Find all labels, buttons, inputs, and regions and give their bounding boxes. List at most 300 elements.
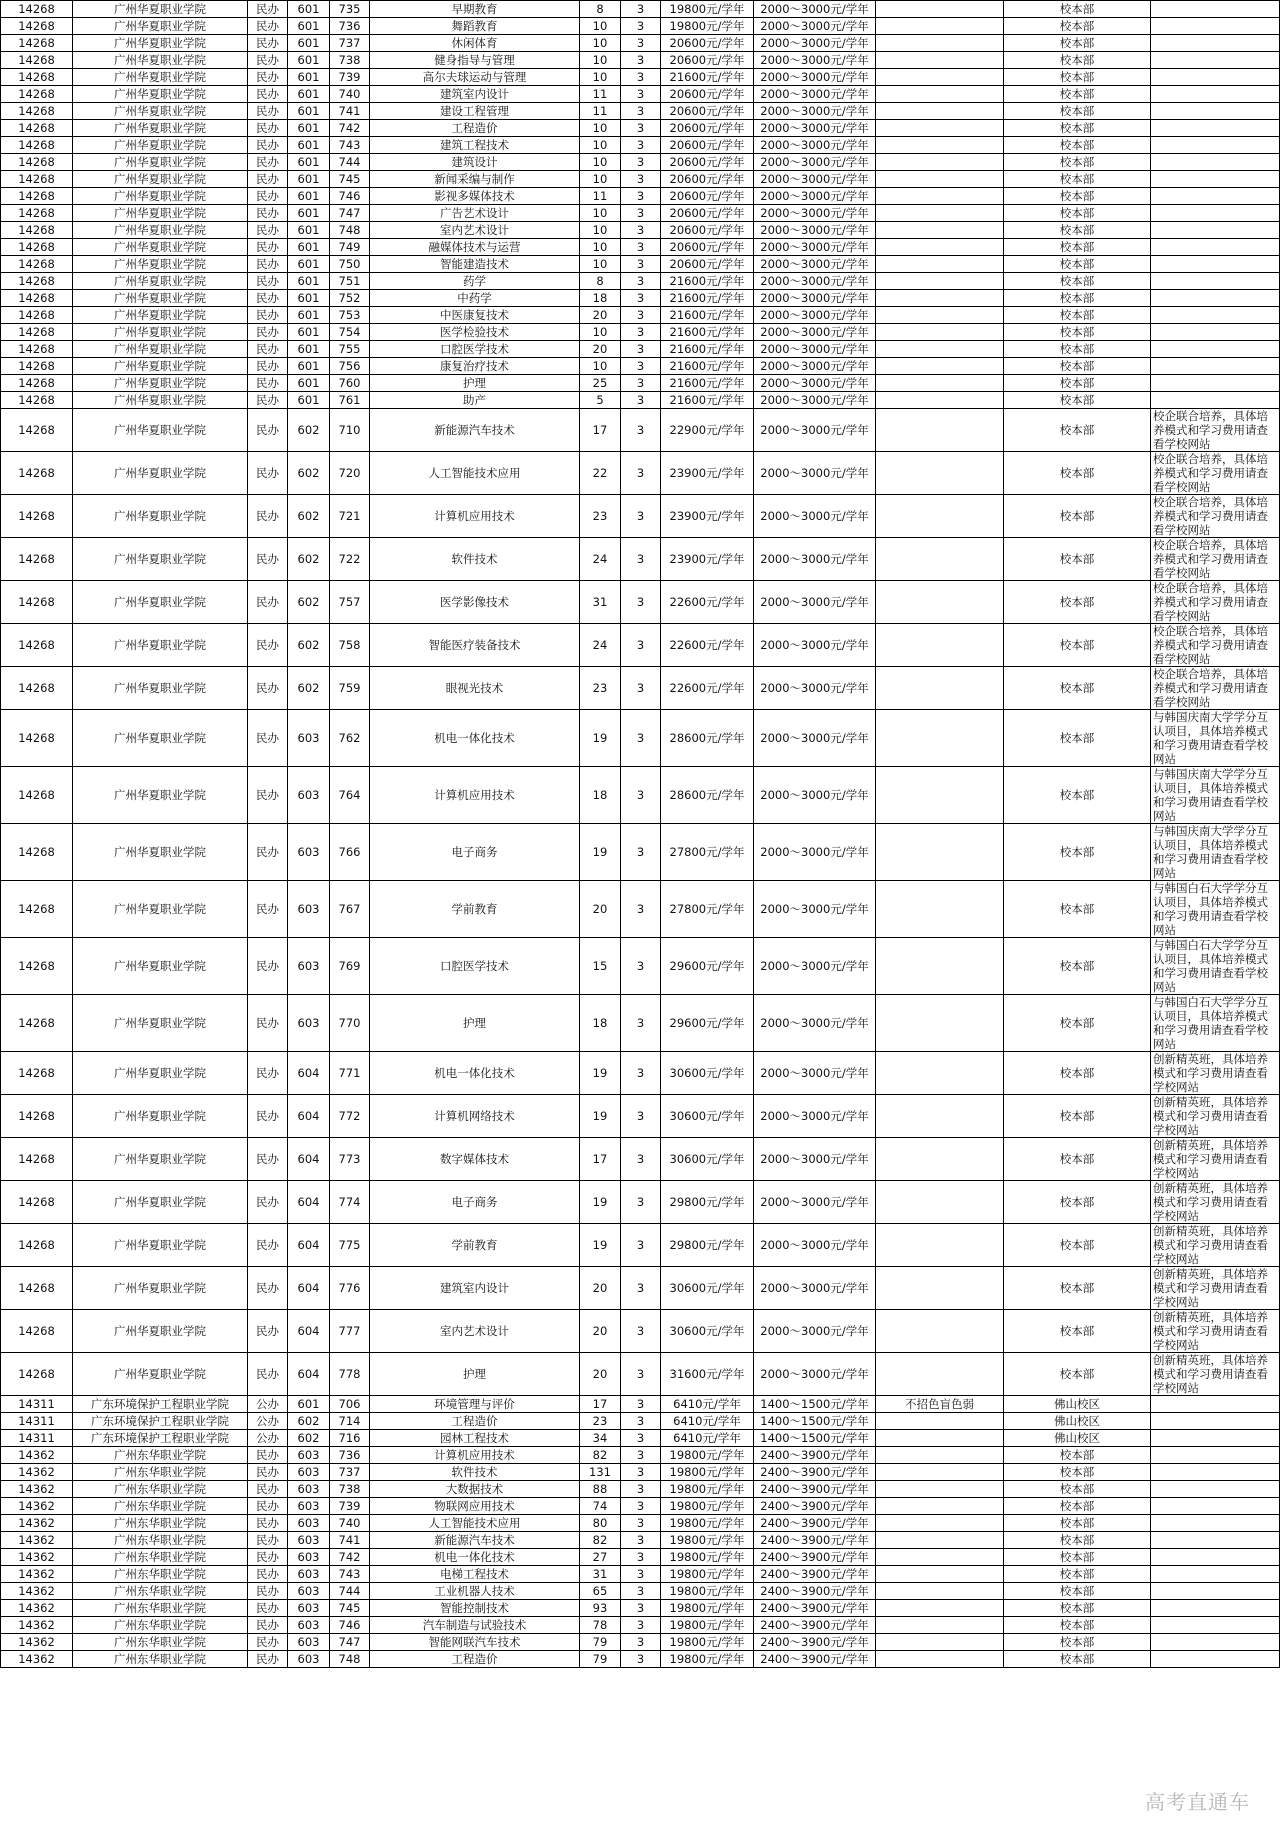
table-row bbox=[1, 667, 1280, 710]
major-name-cell: 工业机器人技术 bbox=[370, 1583, 580, 1600]
group-code-cell: 601 bbox=[288, 375, 330, 392]
plan-count-cell: 8 bbox=[580, 1, 621, 18]
school-type-cell: 民办 bbox=[248, 1447, 288, 1464]
dorm-fee-cell: 2000～3000元/学年 bbox=[754, 239, 876, 256]
campus-cell: 佛山校区 bbox=[1004, 1396, 1151, 1413]
school-type-cell: 民办 bbox=[248, 392, 288, 409]
school-name-cell: 广州华夏职业学院 bbox=[73, 18, 248, 35]
note-cell bbox=[1151, 1430, 1280, 1447]
tuition-cell: 20600元/学年 bbox=[661, 256, 754, 273]
duration-cell: 3 bbox=[621, 1447, 661, 1464]
restriction-cell bbox=[876, 256, 1004, 273]
restriction-cell bbox=[876, 581, 1004, 624]
major-code-cell: 740 bbox=[330, 1515, 370, 1532]
dorm-fee-cell: 2000～3000元/学年 bbox=[754, 1353, 876, 1396]
duration-cell: 3 bbox=[621, 1413, 661, 1430]
group-code-cell: 601 bbox=[288, 120, 330, 137]
duration-cell: 3 bbox=[621, 409, 661, 452]
school-type-cell: 民办 bbox=[248, 358, 288, 375]
restriction-cell bbox=[876, 1430, 1004, 1447]
plan-count-cell: 20 bbox=[580, 881, 621, 938]
plan-count-cell: 25 bbox=[580, 375, 621, 392]
note-cell: 创新精英班，具体培养模式和学习费用请查看学校网站 bbox=[1151, 1267, 1280, 1310]
restriction-cell bbox=[876, 86, 1004, 103]
table-row bbox=[1, 938, 1280, 995]
campus-cell: 校本部 bbox=[1004, 375, 1151, 392]
plan-count-cell: 11 bbox=[580, 103, 621, 120]
major-name-cell: 口腔医学技术 bbox=[370, 341, 580, 358]
plan-count-cell: 10 bbox=[580, 137, 621, 154]
tuition-cell: 29600元/学年 bbox=[661, 938, 754, 995]
dorm-fee-cell: 2000～3000元/学年 bbox=[754, 171, 876, 188]
campus-cell: 校本部 bbox=[1004, 495, 1151, 538]
table-row bbox=[1, 103, 1280, 120]
tuition-cell: 30600元/学年 bbox=[661, 1095, 754, 1138]
note-cell bbox=[1151, 1, 1280, 18]
table-row bbox=[1, 495, 1280, 538]
major-code-cell: 761 bbox=[330, 392, 370, 409]
tuition-cell: 23900元/学年 bbox=[661, 495, 754, 538]
plan-count-cell: 10 bbox=[580, 324, 621, 341]
duration-cell: 3 bbox=[621, 120, 661, 137]
note-cell bbox=[1151, 1515, 1280, 1532]
school-name-cell: 广州东华职业学院 bbox=[73, 1447, 248, 1464]
school-code-cell: 14311 bbox=[1, 1396, 73, 1413]
school-type-cell: 民办 bbox=[248, 1224, 288, 1267]
group-code-cell: 603 bbox=[288, 824, 330, 881]
major-code-cell: 746 bbox=[330, 1617, 370, 1634]
group-code-cell: 601 bbox=[288, 324, 330, 341]
dorm-fee-cell: 2000～3000元/学年 bbox=[754, 1181, 876, 1224]
campus-cell: 校本部 bbox=[1004, 1353, 1151, 1396]
school-name-cell: 广州华夏职业学院 bbox=[73, 452, 248, 495]
plan-count-cell: 10 bbox=[580, 239, 621, 256]
school-name-cell: 广州华夏职业学院 bbox=[73, 205, 248, 222]
major-name-cell: 机电一体化技术 bbox=[370, 710, 580, 767]
major-code-cell: 758 bbox=[330, 624, 370, 667]
duration-cell: 3 bbox=[621, 1566, 661, 1583]
school-name-cell: 广州东华职业学院 bbox=[73, 1498, 248, 1515]
dorm-fee-cell: 1400～1500元/学年 bbox=[754, 1430, 876, 1447]
tuition-cell: 6410元/学年 bbox=[661, 1430, 754, 1447]
school-name-cell: 广州华夏职业学院 bbox=[73, 1310, 248, 1353]
major-name-cell: 智能建造技术 bbox=[370, 256, 580, 273]
major-name-cell: 新能源汽车技术 bbox=[370, 1532, 580, 1549]
tuition-cell: 21600元/学年 bbox=[661, 69, 754, 86]
group-code-cell: 603 bbox=[288, 1549, 330, 1566]
campus-cell: 校本部 bbox=[1004, 1310, 1151, 1353]
major-name-cell: 护理 bbox=[370, 995, 580, 1052]
school-type-cell: 民办 bbox=[248, 1267, 288, 1310]
note-cell bbox=[1151, 188, 1280, 205]
campus-cell: 校本部 bbox=[1004, 409, 1151, 452]
restriction-cell bbox=[876, 358, 1004, 375]
table-row bbox=[1, 1634, 1280, 1651]
dorm-fee-cell: 2400～3900元/学年 bbox=[754, 1481, 876, 1498]
school-code-cell: 14268 bbox=[1, 624, 73, 667]
school-code-cell: 14362 bbox=[1, 1583, 73, 1600]
major-code-cell: 743 bbox=[330, 137, 370, 154]
table-row bbox=[1, 1095, 1280, 1138]
tuition-cell: 21600元/学年 bbox=[661, 290, 754, 307]
major-name-cell: 数字媒体技术 bbox=[370, 1138, 580, 1181]
note-cell bbox=[1151, 358, 1280, 375]
note-cell: 与韩国庆南大学学分互认项目，具体培养模式和学习费用请查看学校网站 bbox=[1151, 767, 1280, 824]
restriction-cell bbox=[876, 767, 1004, 824]
school-name-cell: 广州华夏职业学院 bbox=[73, 35, 248, 52]
restriction-cell bbox=[876, 1651, 1004, 1668]
major-name-cell: 软件技术 bbox=[370, 538, 580, 581]
school-type-cell: 民办 bbox=[248, 824, 288, 881]
major-name-cell: 休闲体育 bbox=[370, 35, 580, 52]
group-code-cell: 603 bbox=[288, 995, 330, 1052]
major-name-cell: 智能控制技术 bbox=[370, 1600, 580, 1617]
table-row bbox=[1, 1464, 1280, 1481]
plan-count-cell: 10 bbox=[580, 18, 621, 35]
school-type-cell: 民办 bbox=[248, 881, 288, 938]
major-name-cell: 融媒体技术与运营 bbox=[370, 239, 580, 256]
table-row bbox=[1, 18, 1280, 35]
school-name-cell: 广州东华职业学院 bbox=[73, 1651, 248, 1668]
restriction-cell bbox=[876, 273, 1004, 290]
table-row bbox=[1, 1566, 1280, 1583]
major-code-cell: 721 bbox=[330, 495, 370, 538]
duration-cell: 3 bbox=[621, 171, 661, 188]
tuition-cell: 20600元/学年 bbox=[661, 154, 754, 171]
plan-count-cell: 19 bbox=[580, 1095, 621, 1138]
tuition-cell: 19800元/学年 bbox=[661, 1498, 754, 1515]
school-name-cell: 广东环境保护工程职业学院 bbox=[73, 1413, 248, 1430]
school-name-cell: 广州东华职业学院 bbox=[73, 1549, 248, 1566]
note-cell bbox=[1151, 1532, 1280, 1549]
note-cell bbox=[1151, 1464, 1280, 1481]
group-code-cell: 603 bbox=[288, 1583, 330, 1600]
campus-cell: 校本部 bbox=[1004, 137, 1151, 154]
duration-cell: 3 bbox=[621, 86, 661, 103]
plan-count-cell: 19 bbox=[580, 1052, 621, 1095]
tuition-cell: 19800元/学年 bbox=[661, 1583, 754, 1600]
duration-cell: 3 bbox=[621, 1181, 661, 1224]
duration-cell: 3 bbox=[621, 1532, 661, 1549]
plan-count-cell: 34 bbox=[580, 1430, 621, 1447]
restriction-cell bbox=[876, 1224, 1004, 1267]
school-type-cell: 民办 bbox=[248, 290, 288, 307]
table-row bbox=[1, 256, 1280, 273]
major-code-cell: 745 bbox=[330, 1600, 370, 1617]
group-code-cell: 604 bbox=[288, 1224, 330, 1267]
major-code-cell: 737 bbox=[330, 1464, 370, 1481]
school-code-cell: 14268 bbox=[1, 69, 73, 86]
major-name-cell: 建筑工程技术 bbox=[370, 137, 580, 154]
table-row bbox=[1, 624, 1280, 667]
school-name-cell: 广州东华职业学院 bbox=[73, 1583, 248, 1600]
restriction-cell bbox=[876, 495, 1004, 538]
note-cell bbox=[1151, 171, 1280, 188]
tuition-cell: 27800元/学年 bbox=[661, 881, 754, 938]
campus-cell: 校本部 bbox=[1004, 767, 1151, 824]
campus-cell: 校本部 bbox=[1004, 256, 1151, 273]
tuition-cell: 31600元/学年 bbox=[661, 1353, 754, 1396]
restriction-cell bbox=[876, 1181, 1004, 1224]
school-code-cell: 14268 bbox=[1, 103, 73, 120]
dorm-fee-cell: 2400～3900元/学年 bbox=[754, 1532, 876, 1549]
duration-cell: 3 bbox=[621, 1617, 661, 1634]
dorm-fee-cell: 2000～3000元/学年 bbox=[754, 205, 876, 222]
dorm-fee-cell: 2000～3000元/学年 bbox=[754, 538, 876, 581]
table-row bbox=[1, 358, 1280, 375]
school-code-cell: 14268 bbox=[1, 307, 73, 324]
school-type-cell: 民办 bbox=[248, 1617, 288, 1634]
table-row bbox=[1, 205, 1280, 222]
school-type-cell: 民办 bbox=[248, 120, 288, 137]
table-row bbox=[1, 1481, 1280, 1498]
group-code-cell: 601 bbox=[288, 256, 330, 273]
tuition-cell: 21600元/学年 bbox=[661, 324, 754, 341]
school-code-cell: 14268 bbox=[1, 171, 73, 188]
major-code-cell: 777 bbox=[330, 1310, 370, 1353]
plan-count-cell: 20 bbox=[580, 307, 621, 324]
tuition-cell: 21600元/学年 bbox=[661, 392, 754, 409]
note-cell: 校企联合培养，具体培养模式和学习费用请查看学校网站 bbox=[1151, 409, 1280, 452]
school-type-cell: 民办 bbox=[248, 1583, 288, 1600]
duration-cell: 3 bbox=[621, 358, 661, 375]
group-code-cell: 604 bbox=[288, 1095, 330, 1138]
restriction-cell bbox=[876, 1138, 1004, 1181]
plan-count-cell: 10 bbox=[580, 205, 621, 222]
restriction-cell bbox=[876, 1532, 1004, 1549]
school-type-cell: 公办 bbox=[248, 1396, 288, 1413]
major-code-cell: 772 bbox=[330, 1095, 370, 1138]
dorm-fee-cell: 2000～3000元/学年 bbox=[754, 1310, 876, 1353]
dorm-fee-cell: 2000～3000元/学年 bbox=[754, 1267, 876, 1310]
school-code-cell: 14268 bbox=[1, 710, 73, 767]
school-type-cell: 民办 bbox=[248, 222, 288, 239]
note-cell bbox=[1151, 341, 1280, 358]
restriction-cell bbox=[876, 452, 1004, 495]
plan-count-cell: 20 bbox=[580, 1267, 621, 1310]
school-name-cell: 广州华夏职业学院 bbox=[73, 290, 248, 307]
duration-cell: 3 bbox=[621, 1498, 661, 1515]
school-type-cell: 民办 bbox=[248, 205, 288, 222]
school-code-cell: 14268 bbox=[1, 581, 73, 624]
note-cell bbox=[1151, 1583, 1280, 1600]
plan-count-cell: 31 bbox=[580, 1566, 621, 1583]
dorm-fee-cell: 2000～3000元/学年 bbox=[754, 137, 876, 154]
major-code-cell: 775 bbox=[330, 1224, 370, 1267]
duration-cell: 3 bbox=[621, 538, 661, 581]
school-type-cell: 民办 bbox=[248, 624, 288, 667]
note-cell: 与韩国白石大学学分互认项目，具体培养模式和学习费用请查看学校网站 bbox=[1151, 938, 1280, 995]
school-name-cell: 广州华夏职业学院 bbox=[73, 69, 248, 86]
school-code-cell: 14268 bbox=[1, 538, 73, 581]
plan-count-cell: 31 bbox=[580, 581, 621, 624]
duration-cell: 3 bbox=[621, 1583, 661, 1600]
tuition-cell: 20600元/学年 bbox=[661, 171, 754, 188]
note-cell: 创新精英班，具体培养模式和学习费用请查看学校网站 bbox=[1151, 1138, 1280, 1181]
tuition-cell: 19800元/学年 bbox=[661, 1634, 754, 1651]
duration-cell: 3 bbox=[621, 1549, 661, 1566]
table-row bbox=[1, 581, 1280, 624]
plan-count-cell: 17 bbox=[580, 1396, 621, 1413]
note-cell bbox=[1151, 1566, 1280, 1583]
group-code-cell: 602 bbox=[288, 538, 330, 581]
note-cell: 创新精英班，具体培养模式和学习费用请查看学校网站 bbox=[1151, 1310, 1280, 1353]
group-code-cell: 601 bbox=[288, 69, 330, 86]
plan-count-cell: 19 bbox=[580, 1181, 621, 1224]
campus-cell: 校本部 bbox=[1004, 1095, 1151, 1138]
table-row bbox=[1, 307, 1280, 324]
duration-cell: 3 bbox=[621, 154, 661, 171]
group-code-cell: 601 bbox=[288, 1, 330, 18]
tuition-cell: 20600元/学年 bbox=[661, 120, 754, 137]
note-cell bbox=[1151, 1634, 1280, 1651]
plan-count-cell: 88 bbox=[580, 1481, 621, 1498]
school-code-cell: 14268 bbox=[1, 273, 73, 290]
table-row bbox=[1, 273, 1280, 290]
campus-cell: 校本部 bbox=[1004, 290, 1151, 307]
restriction-cell bbox=[876, 1447, 1004, 1464]
group-code-cell: 603 bbox=[288, 938, 330, 995]
group-code-cell: 603 bbox=[288, 1481, 330, 1498]
school-name-cell: 广州华夏职业学院 bbox=[73, 256, 248, 273]
tuition-cell: 19800元/学年 bbox=[661, 1515, 754, 1532]
campus-cell: 校本部 bbox=[1004, 1052, 1151, 1095]
campus-cell: 校本部 bbox=[1004, 18, 1151, 35]
duration-cell: 3 bbox=[621, 1, 661, 18]
note-cell bbox=[1151, 324, 1280, 341]
table-row bbox=[1, 1181, 1280, 1224]
major-code-cell: 773 bbox=[330, 1138, 370, 1181]
campus-cell: 校本部 bbox=[1004, 452, 1151, 495]
duration-cell: 3 bbox=[621, 205, 661, 222]
group-code-cell: 602 bbox=[288, 624, 330, 667]
school-name-cell: 广州东华职业学院 bbox=[73, 1481, 248, 1498]
table-row bbox=[1, 1515, 1280, 1532]
major-name-cell: 广告艺术设计 bbox=[370, 205, 580, 222]
school-code-cell: 14268 bbox=[1, 324, 73, 341]
dorm-fee-cell: 2400～3900元/学年 bbox=[754, 1651, 876, 1668]
school-code-cell: 14268 bbox=[1, 1, 73, 18]
major-name-cell: 建设工程管理 bbox=[370, 103, 580, 120]
note-cell bbox=[1151, 1549, 1280, 1566]
school-type-cell: 民办 bbox=[248, 103, 288, 120]
note-cell: 校企联合培养，具体培养模式和学习费用请查看学校网站 bbox=[1151, 667, 1280, 710]
campus-cell: 校本部 bbox=[1004, 103, 1151, 120]
school-type-cell: 民办 bbox=[248, 538, 288, 581]
duration-cell: 3 bbox=[621, 103, 661, 120]
note-cell: 与韩国庆南大学学分互认项目，具体培养模式和学习费用请查看学校网站 bbox=[1151, 824, 1280, 881]
major-code-cell: 748 bbox=[330, 1651, 370, 1668]
major-name-cell: 物联网应用技术 bbox=[370, 1498, 580, 1515]
restriction-cell bbox=[876, 103, 1004, 120]
major-code-cell: 778 bbox=[330, 1353, 370, 1396]
group-code-cell: 603 bbox=[288, 1515, 330, 1532]
major-name-cell: 机电一体化技术 bbox=[370, 1052, 580, 1095]
duration-cell: 3 bbox=[621, 1138, 661, 1181]
major-name-cell: 建筑设计 bbox=[370, 154, 580, 171]
major-name-cell: 电子商务 bbox=[370, 1181, 580, 1224]
major-code-cell: 753 bbox=[330, 307, 370, 324]
group-code-cell: 603 bbox=[288, 1464, 330, 1481]
school-code-cell: 14268 bbox=[1, 205, 73, 222]
table-row bbox=[1, 69, 1280, 86]
school-code-cell: 14268 bbox=[1, 824, 73, 881]
major-name-cell: 智能医疗装备技术 bbox=[370, 624, 580, 667]
group-code-cell: 602 bbox=[288, 667, 330, 710]
group-code-cell: 601 bbox=[288, 290, 330, 307]
tuition-cell: 6410元/学年 bbox=[661, 1396, 754, 1413]
major-name-cell: 中药学 bbox=[370, 290, 580, 307]
group-code-cell: 602 bbox=[288, 1413, 330, 1430]
dorm-fee-cell: 2000～3000元/学年 bbox=[754, 341, 876, 358]
school-name-cell: 广州东华职业学院 bbox=[73, 1532, 248, 1549]
school-type-cell: 民办 bbox=[248, 69, 288, 86]
table-row bbox=[1, 392, 1280, 409]
note-cell: 校企联合培养，具体培养模式和学习费用请查看学校网站 bbox=[1151, 495, 1280, 538]
campus-cell: 校本部 bbox=[1004, 1, 1151, 18]
dorm-fee-cell: 2000～3000元/学年 bbox=[754, 624, 876, 667]
table-row bbox=[1, 341, 1280, 358]
campus-cell: 校本部 bbox=[1004, 188, 1151, 205]
group-code-cell: 603 bbox=[288, 1617, 330, 1634]
group-code-cell: 603 bbox=[288, 1634, 330, 1651]
tuition-cell: 19800元/学年 bbox=[661, 1651, 754, 1668]
school-type-cell: 民办 bbox=[248, 1464, 288, 1481]
restriction-cell bbox=[876, 1267, 1004, 1310]
group-code-cell: 601 bbox=[288, 307, 330, 324]
school-type-cell: 民办 bbox=[248, 1515, 288, 1532]
note-cell bbox=[1151, 1481, 1280, 1498]
group-code-cell: 604 bbox=[288, 1267, 330, 1310]
note-cell bbox=[1151, 205, 1280, 222]
major-code-cell: 747 bbox=[330, 205, 370, 222]
campus-cell: 校本部 bbox=[1004, 86, 1151, 103]
major-name-cell: 高尔夫球运动与管理 bbox=[370, 69, 580, 86]
major-name-cell: 医学检验技术 bbox=[370, 324, 580, 341]
tuition-cell: 21600元/学年 bbox=[661, 358, 754, 375]
tuition-cell: 20600元/学年 bbox=[661, 52, 754, 69]
school-code-cell: 14268 bbox=[1, 358, 73, 375]
major-name-cell: 健身指导与管理 bbox=[370, 52, 580, 69]
restriction-cell bbox=[876, 1617, 1004, 1634]
campus-cell: 校本部 bbox=[1004, 1515, 1151, 1532]
restriction-cell bbox=[876, 1515, 1004, 1532]
school-code-cell: 14362 bbox=[1, 1634, 73, 1651]
school-name-cell: 广州华夏职业学院 bbox=[73, 581, 248, 624]
school-type-cell: 民办 bbox=[248, 307, 288, 324]
group-code-cell: 601 bbox=[288, 137, 330, 154]
group-code-cell: 601 bbox=[288, 273, 330, 290]
campus-cell: 佛山校区 bbox=[1004, 1430, 1151, 1447]
tuition-cell: 20600元/学年 bbox=[661, 188, 754, 205]
group-code-cell: 601 bbox=[288, 18, 330, 35]
school-type-cell: 民办 bbox=[248, 1, 288, 18]
major-name-cell: 电梯工程技术 bbox=[370, 1566, 580, 1583]
duration-cell: 3 bbox=[621, 1353, 661, 1396]
school-code-cell: 14268 bbox=[1, 137, 73, 154]
table-row bbox=[1, 137, 1280, 154]
dorm-fee-cell: 2000～3000元/学年 bbox=[754, 18, 876, 35]
restriction-cell bbox=[876, 205, 1004, 222]
school-type-cell: 公办 bbox=[248, 1413, 288, 1430]
major-name-cell: 室内艺术设计 bbox=[370, 222, 580, 239]
note-cell: 创新精英班，具体培养模式和学习费用请查看学校网站 bbox=[1151, 1181, 1280, 1224]
school-name-cell: 广州华夏职业学院 bbox=[73, 324, 248, 341]
major-code-cell: 750 bbox=[330, 256, 370, 273]
tuition-cell: 21600元/学年 bbox=[661, 341, 754, 358]
major-name-cell: 药学 bbox=[370, 273, 580, 290]
table-row bbox=[1, 290, 1280, 307]
